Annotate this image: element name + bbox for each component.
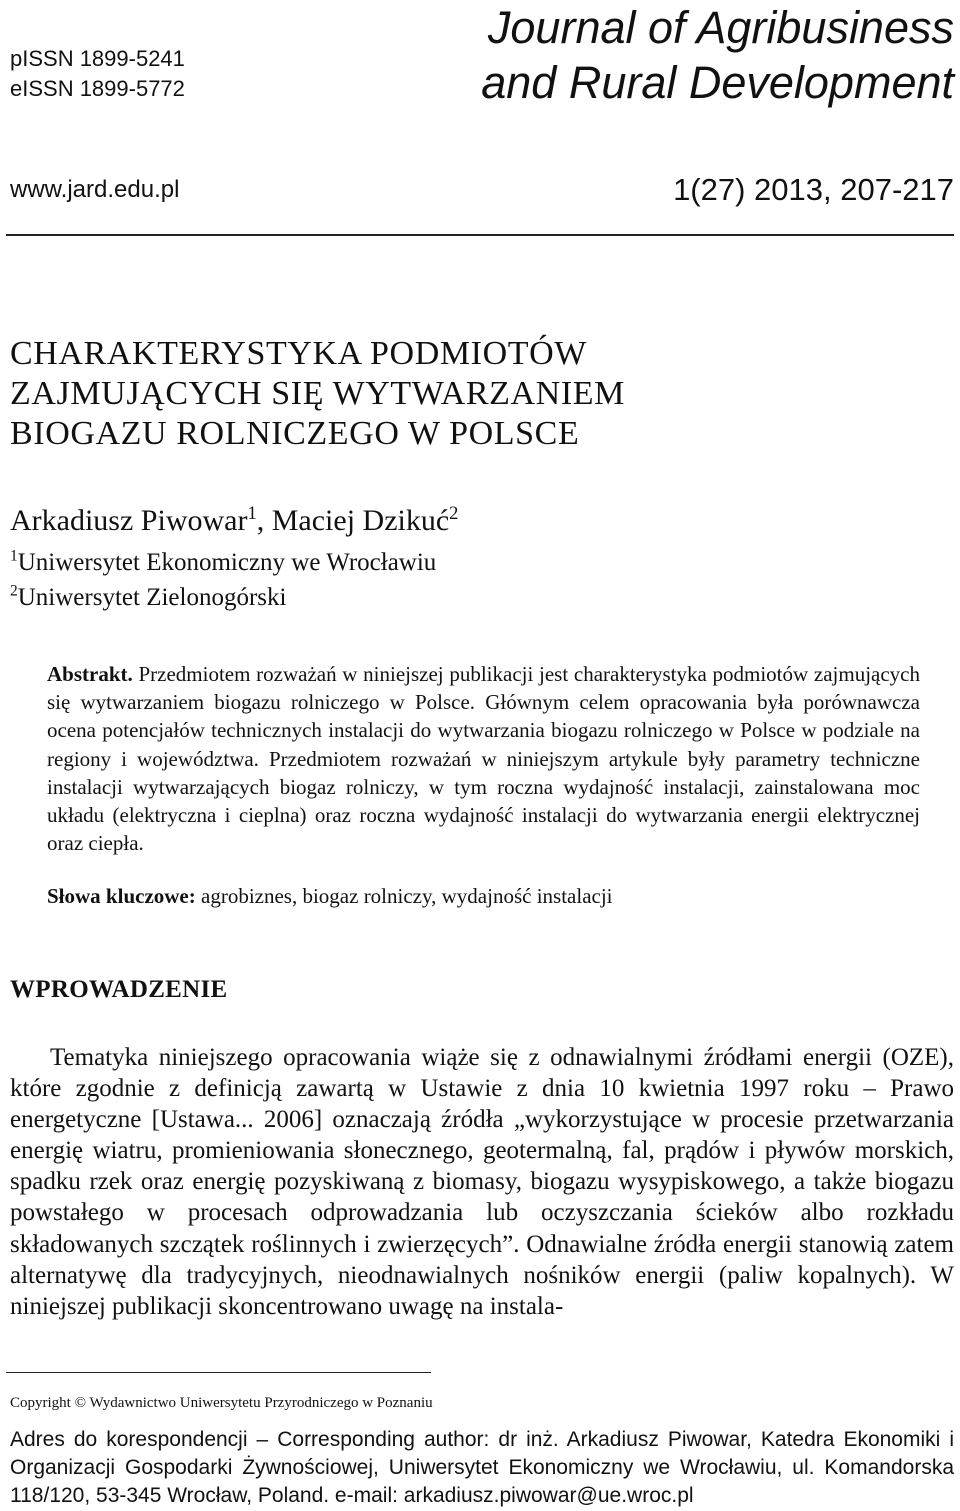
affiliation-2-mark: 2 bbox=[10, 582, 18, 600]
correspondence-address: Adres do korespondencji – Corresponding author: dr inż. Arkadiusz Piwowar, Katedra Ekonomiki i Organizacji Gospodarki Żywnościowej, Uniwersytet Ekonomiczny we Wrocławiu, ul. Komandorska 118/120, 53-345 Wrocław, Poland. e-mail: arkadiusz.piwowar@ue.wroc.pl bbox=[10, 1428, 954, 1508]
article-title bbox=[10, 334, 625, 454]
abstract-label: Abstrakt. bbox=[47, 662, 133, 686]
issue-info: 1(27) 2013, 207-217 bbox=[673, 172, 954, 207]
affiliation-1-mark: 1 bbox=[10, 547, 18, 565]
header-divider bbox=[6, 234, 954, 236]
issn-block bbox=[10, 44, 185, 104]
journal-title-line1: Journal of Agribusiness bbox=[487, 2, 954, 53]
introduction-paragraph bbox=[10, 1042, 954, 1322]
keywords bbox=[47, 882, 920, 910]
introduction-text: Tematyka niniejszego opracowania wiąże się z odnawialnymi źródłami energii (OZE), które zgodnie z definicją zawartą w Ustawie z dnia 10 kwietnia 1997 roku – Prawo energetyczne [Ustawa... 2006] oznaczają źródła „wykorzystujące w procesie przetwarzania energię wiatru, promieniowania słonecznego, geotermalną, fal, prądów i pływów morskich, spadku rzek oraz energię pozyskiwaną z biomasy, biogazu wysypiskowego, a także biogazu powstałego w procesach odprowadzania lub oczyszczania ścieków albo rozkładu składowanych szczątek roślinnych i zwierzęcych”. Odnawialne źródła energii stanowią zatem alternatywę dla tradycyjnych, nieodnawialnych nośników energii (paliw kopalnych). W niniejszej publikacji skoncentrowano uwagę na instala- bbox=[10, 1044, 954, 1320]
journal-url[interactable]: www.jard.edu.pl bbox=[10, 176, 180, 203]
journal-title bbox=[481, 0, 954, 110]
abstract bbox=[47, 660, 920, 857]
author-separator: , bbox=[256, 504, 272, 537]
title-line2: ZAJMUJĄCYCH SIĘ WYTWARZANIEM bbox=[10, 375, 625, 412]
affiliation-1 bbox=[10, 548, 436, 578]
journal-title-line2: and Rural Development bbox=[481, 57, 954, 108]
author-1-affiliation-mark: 1 bbox=[247, 503, 257, 524]
author-2-affiliation-mark: 2 bbox=[449, 503, 459, 524]
pissn: pISSN 1899-5241 bbox=[10, 46, 185, 71]
eissn: eISSN 1899-5772 bbox=[10, 76, 185, 101]
author-1: Arkadiusz Piwowar bbox=[10, 504, 248, 537]
copyright-notice: Copyright © Wydawnictwo Uniwersytetu Przyrodniczego w Poznaniu bbox=[10, 1395, 433, 1411]
footnote-divider bbox=[6, 1372, 431, 1373]
keywords-label: Słowa kluczowe: bbox=[47, 884, 196, 908]
authors bbox=[10, 503, 458, 539]
affiliation-2 bbox=[10, 583, 286, 613]
section-heading-introduction: WPROWADZENIE bbox=[10, 976, 228, 1003]
keywords-text: agrobiznes, biogaz rolniczy, wydajność instalacji bbox=[195, 884, 613, 908]
title-line1: CHARAKTERYSTYKA PODMIOTÓW bbox=[10, 335, 587, 372]
affiliation-2-text: Uniwersytet Zielonogórski bbox=[17, 584, 287, 611]
affiliation-1-text: Uniwersytet Ekonomiczny we Wrocławiu bbox=[17, 549, 437, 576]
abstract-text: Przedmiotem rozważań w niniejszej publikacji jest charakterystyka podmiotów zajmujących się wytwarzaniem biogazu rolniczego w Polsce. Głównym celem opracowania była porównawcza ocena potencjałów technicznych instalacji do wytwarzania biogazu rolniczego w Polsce w podziale na regiony i województwa. Przedmiotem rozważań w niniejszym artykule były parametry techniczne instalacji wytwarzających biogaz rolniczy, w tym roczna wydajność instalacji, zainstalowana moc układu (elektryczna i cieplna) oraz roczna wydajność instalacji do wytwarzania energii elektrycznej oraz ciepła. bbox=[47, 662, 920, 856]
title-line3: BIOGAZU ROLNICZEGO W POLSCE bbox=[10, 415, 580, 452]
author-2: Maciej Dzikuć bbox=[271, 504, 450, 537]
